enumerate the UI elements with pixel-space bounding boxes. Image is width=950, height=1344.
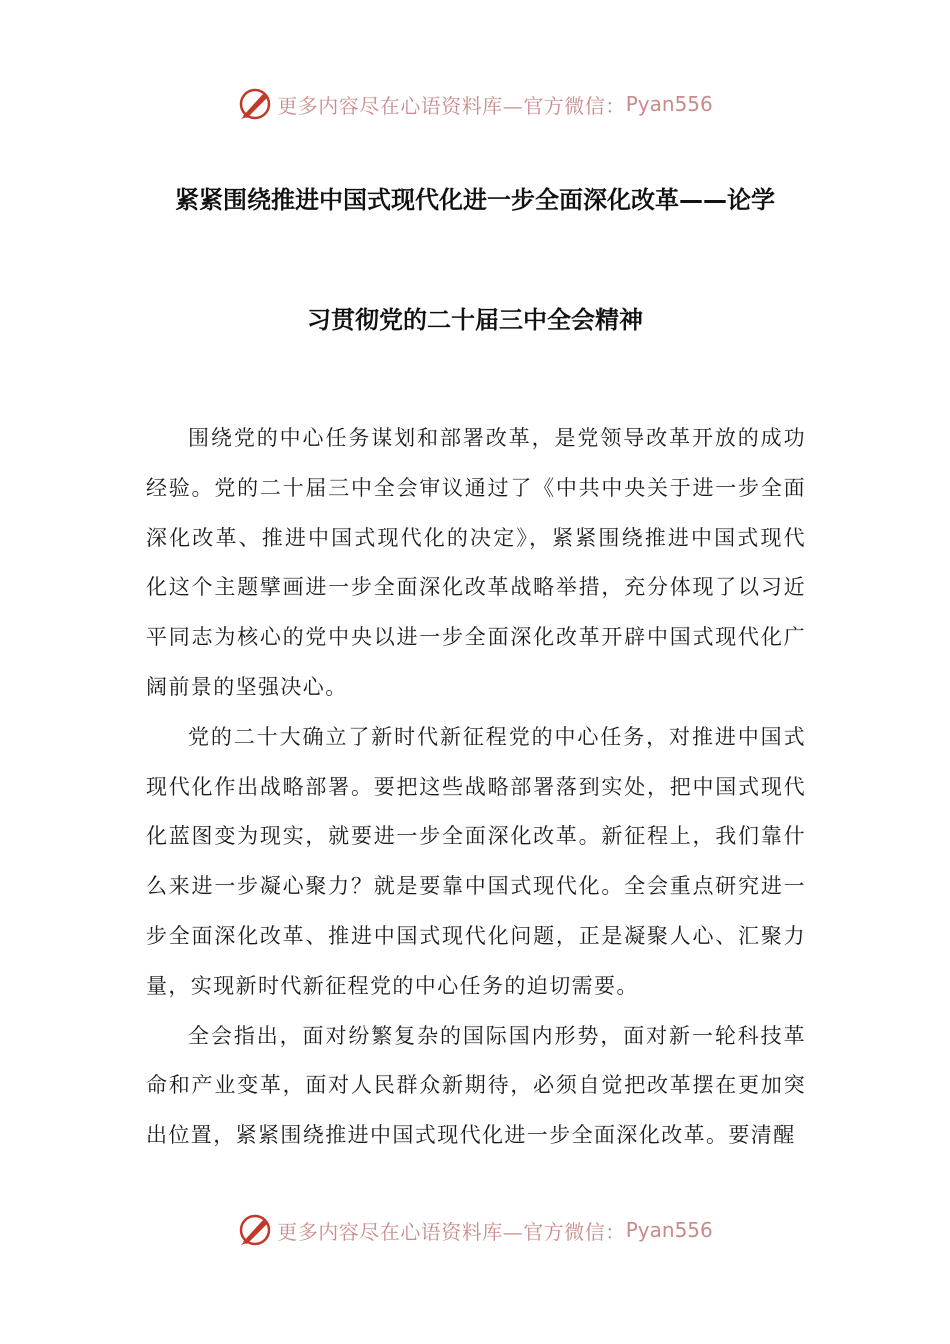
watermark-text: 更多内容尽在心语资料库—官方微信： xyxy=(277,93,626,118)
article-body xyxy=(146,414,806,1161)
pen-logo-icon xyxy=(237,1212,273,1248)
title-line-1: 紧紧围绕推进中国式现代化进一步全面深化改革——论学 xyxy=(175,186,775,214)
paragraph-1: 围绕党的中心任务谋划和部署改革，是党领导改革开放的成功经验。党的二十届三中全会审议通过了《中共中央关于进一步全面深化改革、推进中国式现代化的决定》，紧紧围绕推进中国式现代化这个主题擘画进一步全面深化改革战略举措，充分体现了以习近平同志为核心的党中央以进一步全面深化改革开辟中国式现代化广阔前景的坚强决心。 xyxy=(146,426,806,699)
header-watermark xyxy=(0,84,950,124)
watermark-text: 更多内容尽在心语资料库—官方微信： xyxy=(277,1219,626,1244)
title-line-2: 习贯彻党的二十届三中全会精神 xyxy=(307,306,643,334)
paragraph-2: 党的二十大确立了新时代新征程党的中心任务，对推进中国式现代化作出战略部署。要把这些战略部署落到实处，把中国式现代化蓝图变为现实，就要进一步全面深化改革。新征程上，我们靠什么来进一步凝心聚力？就是要靠中国式现代化。全会重点研究进一步全面深化改革、推进中国式现代化问题，正是凝聚人心、汇聚力量，实现新时代新征程党的中心任务的迫切需要。 xyxy=(146,724,806,998)
footer-watermark xyxy=(0,1210,950,1250)
paragraph-3: 全会指出，面对纷繁复杂的国际国内形势，面对新一轮科技革命和产业变革，面对人民群众新期待，必须自觉把改革摆在更加突出位置，紧紧围绕推进中国式现代化进一步全面深化改革。要清醒 xyxy=(146,1023,806,1148)
watermark-wechat-id: Pyan556 xyxy=(625,92,713,116)
watermark-wechat-id: Pyan556 xyxy=(625,1218,713,1242)
pen-logo-icon xyxy=(237,86,273,122)
